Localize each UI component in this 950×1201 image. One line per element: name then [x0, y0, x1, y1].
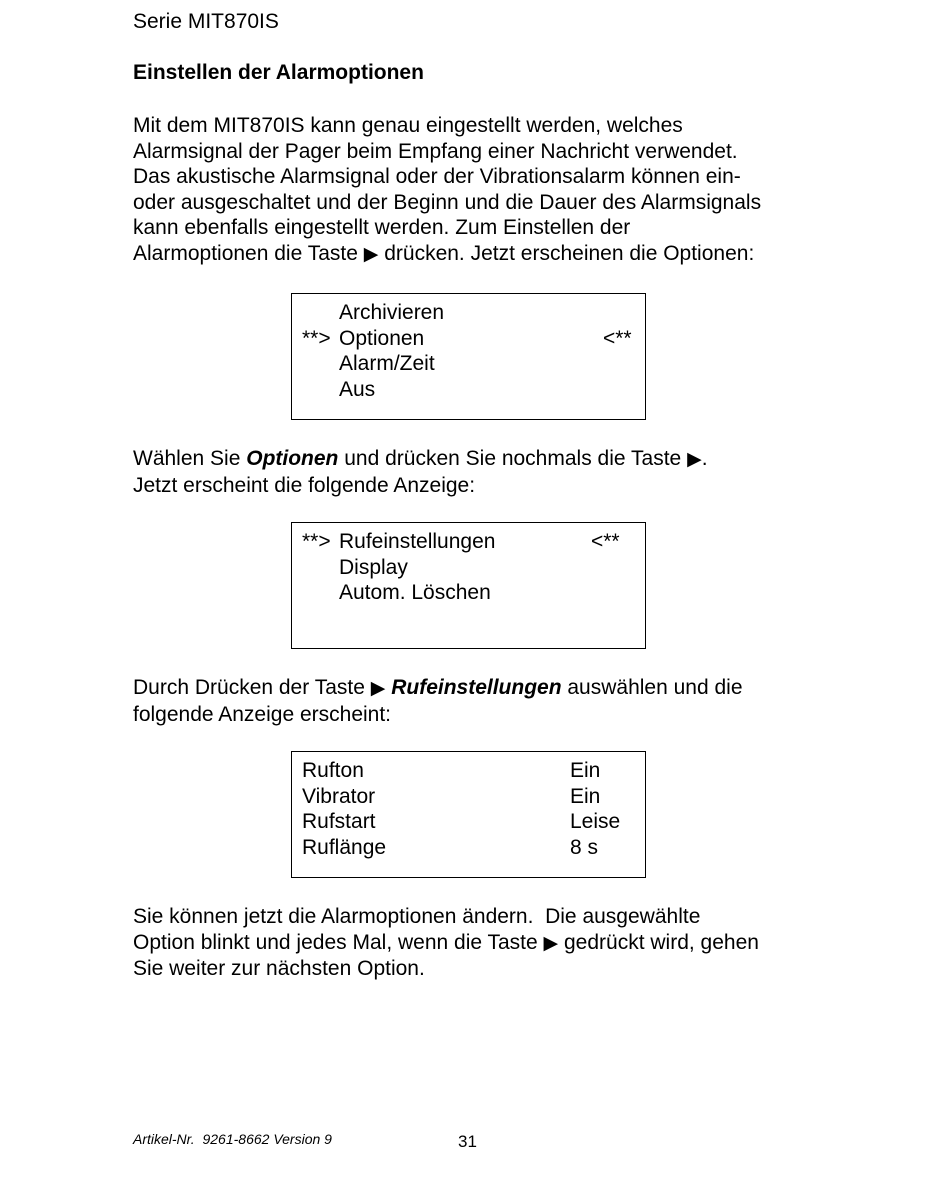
right-arrow-icon: ▶	[363, 243, 379, 265]
intro-line: Alarmsignal der Pager beim Empfang einer Nachricht verwendet.	[133, 139, 738, 163]
menu-item-display: Display	[339, 555, 408, 579]
settings-row-ruflaenge: Ruflänge 8 s	[302, 835, 599, 859]
running-header: Serie MIT870IS	[133, 10, 279, 33]
emphasis-optionen: Optionen	[246, 447, 339, 470]
settings-row-rufton: Rufton Ein	[302, 759, 601, 782]
intro-paragraph	[133, 113, 853, 267]
right-arrow-icon: ▶	[543, 932, 559, 954]
selection-marker-right: <**	[603, 326, 632, 350]
paragraph-select-call-settings: Durch Drücken der Taste ▶ Rufeinstellungen auswählen und die folgende Anzeige erscheint:	[133, 676, 743, 726]
intro-line: Alarmoptionen die Taste ▶ drücken. Jetzt erscheinen die Optionen:	[133, 241, 755, 265]
right-arrow-icon: ▶	[687, 449, 702, 470]
intro-line: oder ausgeschaltet und der Beginn und die Dauer des Alarmsignals	[133, 190, 762, 214]
menu-item-optionen-selected: **> Optionen <**	[302, 326, 632, 350]
settings-display	[291, 751, 646, 878]
menu-item-autom-loeschen: Autom. Löschen	[339, 581, 491, 604]
emphasis-rufeinstellungen: Rufeinstellungen	[391, 676, 562, 699]
intro-line: kann ebenfalls eingestellt werden. Zum Einstellen der	[133, 216, 631, 239]
right-arrow-icon: ▶	[370, 678, 386, 699]
footer-article-number: Artikel-Nr. 9261-8662 Version 9	[133, 1131, 332, 1147]
menu-item-rufeinstellungen-selected: **> Rufeinstellungen <**	[302, 530, 620, 553]
settings-row-rufstart: Rufstart Leise	[302, 810, 621, 833]
section-title: Einstellen der Alarmoptionen	[133, 61, 424, 84]
selection-marker-left: **>	[302, 326, 331, 350]
intro-line: Das akustische Alarmsignal oder der Vibrationsalarm können ein-	[133, 165, 741, 188]
paragraph-select-options: Wählen Sie Optionen und drücken Sie nochmals die Taste ▶. Jetzt erscheint die folgende Anzeige:	[133, 447, 708, 497]
menu-display-options	[291, 522, 646, 649]
selection-marker-left: **>	[302, 530, 331, 553]
intro-line: Mit dem MIT870IS kann genau eingestellt werden, welches	[133, 114, 683, 137]
menu-item-archivieren: Archivieren	[339, 301, 445, 324]
menu-display-main	[291, 293, 646, 420]
settings-row-vibrator: Vibrator Ein	[302, 784, 601, 808]
selection-marker-right: <**	[591, 530, 620, 553]
paragraph-change-options: Sie können jetzt die Alarmoptionen ändern. Die ausgewählte Option blinkt und jedes Mal, wenn die Taste ▶ gedrückt wird, gehen Sie weiter zur nächsten Option.	[133, 905, 759, 980]
menu-item-alarm-zeit: Alarm/Zeit	[339, 352, 435, 375]
page-number: 31	[458, 1132, 477, 1151]
menu-item-aus: Aus	[339, 377, 376, 401]
